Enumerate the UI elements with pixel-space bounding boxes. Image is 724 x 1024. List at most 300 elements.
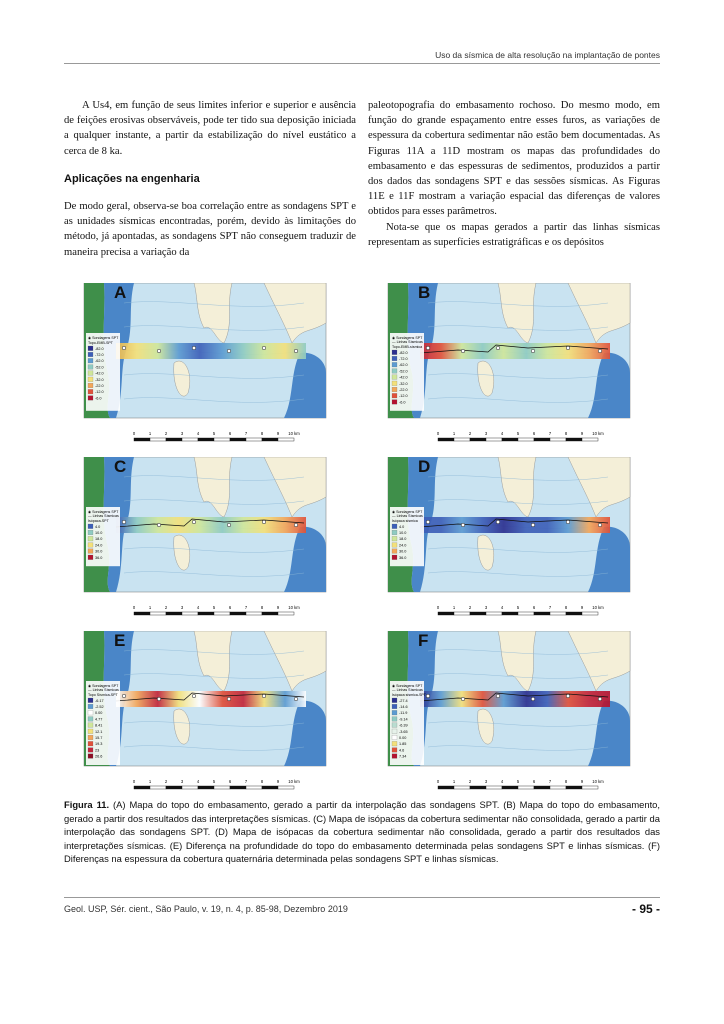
scale-bar-segment: [470, 438, 486, 441]
spt-borehole-marker: [157, 349, 161, 353]
scale-bar-segment: [438, 438, 454, 441]
scale-bar-segment: [518, 438, 534, 441]
scale-tick-label: 7: [548, 431, 552, 436]
legend-spt-label: ◉ Sondagens SPT: [88, 510, 119, 514]
spt-borehole-marker: [566, 520, 570, 524]
scale-tick-label: 2: [468, 431, 472, 436]
map-panel-f: [368, 631, 648, 799]
legend-value: 30.0: [95, 549, 103, 554]
legend-swatch: [88, 365, 93, 370]
map-e: [64, 631, 344, 799]
scale-tick-label: 4: [500, 779, 504, 784]
scale-tick-label: 4: [500, 605, 504, 610]
scale-tick-label: 6: [532, 431, 536, 436]
legend-swatch: [392, 723, 397, 728]
legend-value: 0.00: [95, 711, 103, 716]
scale-bar-segment: [262, 438, 278, 441]
legend-title: Topo-EMB-sísmica: [392, 345, 423, 349]
legend-value: -14.6: [399, 705, 408, 709]
scale-bar-segment: [518, 612, 534, 615]
spt-borehole-marker: [122, 520, 126, 524]
legend-value: -62.0: [399, 363, 408, 368]
spt-borehole-marker: [496, 346, 500, 350]
legend-value: -52.0: [399, 369, 408, 374]
legend-spt-label: ◉ Sondagens SPT: [88, 684, 119, 688]
legend-value: -9.14: [399, 717, 408, 722]
scale-tick-label: 2: [164, 779, 168, 784]
scale-tick-label: 2: [468, 779, 472, 784]
legend-title: Isópaca sísmica-SPT: [392, 693, 426, 697]
scale-bar-segment: [582, 438, 598, 441]
scale-tick-label: 1: [148, 779, 152, 784]
scale-tick-label: 1: [452, 431, 456, 436]
legend-swatch: [392, 387, 397, 392]
legend-value: 18.0: [95, 537, 103, 542]
legend-swatch: [88, 530, 93, 535]
legend-value: 1.85: [399, 742, 407, 747]
scale-bar-segment: [278, 612, 294, 615]
scale-bar-segment: [454, 786, 470, 789]
scale-bar-segment: [166, 786, 182, 789]
figure-caption: [64, 798, 660, 866]
legend-swatch: [392, 741, 397, 746]
legend-value: 10.0: [95, 531, 103, 535]
legend-value: 0.00: [399, 736, 407, 740]
legend-swatch: [88, 352, 93, 357]
scale-tick-label: 9: [580, 779, 584, 784]
spt-borehole-marker: [566, 694, 570, 698]
spt-borehole-marker: [598, 697, 602, 701]
interpolation-strip: [116, 343, 306, 359]
legend-value: 24.0: [399, 543, 407, 548]
legend-swatch: [392, 704, 397, 709]
scale-tick-label: 4: [196, 431, 200, 436]
scale-bar-segment: [534, 438, 550, 441]
scale-tick-label: 10 km: [592, 605, 604, 610]
scale-tick-label: 0: [132, 605, 136, 610]
scale-tick-label: 5: [516, 431, 520, 436]
legend-swatch: [392, 555, 397, 560]
legend-swatch: [88, 536, 93, 541]
panel-letter: B: [418, 283, 431, 302]
scale-tick-label: 6: [228, 431, 232, 436]
panel-letter: F: [418, 631, 429, 650]
legend-spt-label: ◉ Sondagens SPT: [392, 684, 423, 688]
footer-rule: [64, 897, 660, 898]
scale-tick-label: 7: [244, 605, 248, 610]
scale-bar-segment: [214, 438, 230, 441]
legend-value: 23: [95, 748, 100, 753]
legend-title: Topo-EMB-SPT: [88, 341, 113, 345]
paragraph: A Us4, em função de seus limites inferior e superior e ausência de feições erosivas observáveis, pode ter tido sua deposição iniciada a qualquer instante, a partir da estabilização do nível eustático a cerca de 8 ka.: [64, 100, 356, 157]
scale-bar-segment: [230, 438, 246, 441]
scale-tick-label: 1: [148, 605, 152, 610]
legend-swatch: [88, 704, 93, 709]
spt-borehole-marker: [496, 694, 500, 698]
scale-bar-segment: [502, 612, 518, 615]
legend-value: -12.0: [95, 390, 104, 395]
page-number: - 95 -: [631, 902, 660, 916]
legend-swatch: [392, 536, 397, 541]
legend-swatch: [88, 371, 93, 376]
spt-borehole-marker: [461, 349, 465, 353]
map-f: [368, 631, 648, 799]
spt-borehole-marker: [192, 520, 196, 524]
legend-swatch: [392, 350, 397, 355]
scale-bar-segment: [230, 612, 246, 615]
paragraph: Nota-se que os mapas gerados a partir das linhas sísmicas representam as superfícies estratigráficas e os depósitos: [368, 221, 660, 248]
legend-spt-label: ◉ Sondagens SPT: [392, 510, 423, 514]
scale-bar-segment: [246, 438, 262, 441]
legend-value: 24.0: [95, 543, 103, 548]
scale-bar-segment: [278, 438, 294, 441]
section-heading: Aplicações na engenharia: [64, 172, 200, 185]
spt-borehole-marker: [262, 694, 266, 698]
scale-tick-label: 1: [452, 779, 456, 784]
scale-tick-label: 10 km: [592, 431, 604, 436]
scale-bar-segment: [470, 786, 486, 789]
paragraph: De modo geral, observa-se boa correlação entre as sondagens SPT e as unidades sísmicas encontradas, porém, devido às limitações do método, já apontadas, as sondagens SPT não conseguem traduzir de maneira precisa a variação da: [64, 201, 356, 258]
scale-tick-label: 2: [468, 605, 472, 610]
spt-borehole-marker: [227, 349, 231, 353]
scale-tick-label: 6: [532, 779, 536, 784]
scale-tick-label: 0: [436, 605, 440, 610]
legend-swatch: [392, 524, 397, 529]
scale-tick-label: 8: [260, 779, 264, 784]
legend-swatch: [392, 375, 397, 380]
scale-bar-segment: [278, 786, 294, 789]
legend-value: -72.0: [399, 357, 408, 361]
legend-swatch: [392, 735, 397, 740]
scale-bar-segment: [246, 612, 262, 615]
legend-value: -6.17: [95, 698, 104, 703]
legend-value: -6.0: [95, 396, 102, 401]
spt-borehole-marker: [262, 520, 266, 524]
scale-bar-segment: [534, 612, 550, 615]
scale-tick-label: 6: [228, 779, 232, 784]
spt-borehole-marker: [426, 694, 430, 698]
legend-swatch: [88, 543, 93, 548]
scale-tick-label: 9: [580, 605, 584, 610]
right-column: [368, 98, 660, 250]
legend-value: -52.0: [95, 365, 104, 370]
legend-value: 10.0: [399, 531, 407, 535]
caption-label: Figura 11.: [64, 799, 110, 810]
legend-swatch: [88, 377, 93, 382]
scale-tick-label: 5: [212, 605, 216, 610]
legend-swatch: [88, 358, 93, 363]
legend-lines-label: — Linhas Sísmicas: [88, 688, 119, 692]
scale-bar-segment: [470, 612, 486, 615]
legend-value: 15.7: [95, 736, 103, 740]
panel-letter: E: [114, 631, 126, 650]
footer-citation: Geol. USP, Sér. cient., São Paulo, v. 19, n. 4, p. 85-98, Dezembro 2019: [64, 904, 348, 914]
scale-bar-segment: [150, 786, 166, 789]
scale-bar-segment: [550, 612, 566, 615]
map-a: [64, 283, 344, 451]
legend-value: 36.0: [95, 555, 103, 560]
legend-swatch: [88, 555, 93, 560]
spt-borehole-marker: [426, 346, 430, 350]
scale-tick-label: 7: [244, 779, 248, 784]
spt-borehole-marker: [598, 349, 602, 353]
scale-tick-label: 3: [484, 431, 488, 436]
legend-swatch: [392, 748, 397, 753]
legend-value: 18.0: [399, 537, 407, 542]
scale-tick-label: 3: [484, 779, 488, 784]
legend-spt-label: ◉ Sondagens SPT: [392, 336, 423, 340]
map-panel-c: [64, 457, 344, 625]
spt-borehole-marker: [262, 346, 266, 350]
scale-bar-segment: [182, 612, 198, 615]
header-rule: [64, 63, 660, 64]
legend-lines-label: — Linhas Sísmicas: [392, 688, 423, 692]
scale-tick-label: 2: [164, 431, 168, 436]
scale-tick-label: 9: [276, 605, 280, 610]
scale-tick-label: 3: [180, 431, 184, 436]
scale-bar-segment: [246, 786, 262, 789]
scale-bar-segment: [262, 612, 278, 615]
legend-title: Isópaca-SPT: [88, 519, 109, 523]
spt-borehole-marker: [461, 697, 465, 701]
scale-bar-segment: [198, 612, 214, 615]
scale-tick-label: 6: [228, 605, 232, 610]
scale-tick-label: 6: [532, 605, 536, 610]
scale-bar-segment: [566, 786, 582, 789]
scale-bar-segment: [550, 786, 566, 789]
legend-swatch: [392, 754, 397, 759]
spt-borehole-marker: [294, 349, 298, 353]
scale-tick-label: 3: [180, 605, 184, 610]
scale-bar-segment: [214, 786, 230, 789]
scale-bar-segment: [262, 786, 278, 789]
legend-swatch: [88, 346, 93, 351]
map-panel-e: [64, 631, 344, 799]
scale-bar-segment: [566, 438, 582, 441]
scale-tick-label: 10 km: [288, 605, 300, 610]
legend-value: 7.34: [399, 754, 407, 759]
scale-tick-label: 3: [484, 605, 488, 610]
panel-letter: A: [114, 283, 127, 302]
spt-borehole-marker: [122, 694, 126, 698]
map-b: [368, 283, 648, 451]
spt-borehole-marker: [122, 346, 126, 350]
scale-tick-label: 7: [548, 605, 552, 610]
scale-tick-label: 3: [180, 779, 184, 784]
legend-value: -82.0: [95, 346, 104, 351]
scale-bar-segment: [166, 438, 182, 441]
scale-tick-label: 7: [548, 779, 552, 784]
legend-swatch: [392, 393, 397, 398]
spt-borehole-marker: [294, 523, 298, 527]
scale-bar-segment: [150, 438, 166, 441]
legend-lines-label: — Linhas Sísmicas: [392, 340, 423, 344]
legend-value: 4.0: [95, 524, 101, 529]
legend-value: 19.3: [95, 742, 103, 747]
scale-bar-segment: [486, 612, 502, 615]
scale-tick-label: 8: [260, 605, 264, 610]
legend-swatch: [88, 741, 93, 746]
legend-swatch: [392, 362, 397, 367]
scale-tick-label: 8: [564, 779, 568, 784]
scale-tick-label: 8: [564, 605, 568, 610]
scale-bar-segment: [150, 612, 166, 615]
scale-bar-segment: [502, 438, 518, 441]
spt-borehole-marker: [598, 523, 602, 527]
scale-tick-label: 5: [516, 779, 520, 784]
legend-swatch: [392, 530, 397, 535]
legend-value: 30.0: [399, 549, 407, 554]
scale-bar-segment: [198, 786, 214, 789]
scale-bar-segment: [534, 786, 550, 789]
spt-borehole-marker: [496, 520, 500, 524]
legend-swatch: [392, 369, 397, 374]
legend-swatch: [88, 729, 93, 734]
scale-tick-label: 10 km: [288, 431, 300, 436]
legend-value: -2.52: [95, 705, 104, 709]
spt-borehole-marker: [227, 697, 231, 701]
map-c: [64, 457, 344, 625]
legend-swatch: [88, 754, 93, 759]
caption-text: (A) Mapa do topo do embasamento, gerado a partir da interpolação das sondagens SPT. (B) Mapa do topo do embasamento, gerado a partir dos resultados das interpretações sísmicas. (C) Mapa de isópacas da cobertura sedimentar não consolidada, gerado a partir da interpolação das sondagens SPT. (D) Mapa de isópacas da cobertura sedimentar não consolidada, gerado a partir dos resultados das interpretações sísmicas. (E) Diferença na profundidade do topo do embasamento determinada pelas sondagens SPT e linhas sísmicas. (F) Diferenças na espessura da cobertura quaternária determinada pelas sondagens SPT e linhas sísmicas.: [64, 799, 660, 865]
legend-value: -22.0: [95, 384, 104, 388]
scale-bar-segment: [134, 612, 150, 615]
legend-value: -72.0: [95, 353, 104, 357]
legend-value: 26.6: [95, 754, 103, 759]
spt-borehole-marker: [192, 346, 196, 350]
legend-title: Topo Sísmica-SPT: [88, 693, 118, 697]
legend-value: 12.1: [95, 729, 103, 734]
legend-value: -3.65: [399, 729, 408, 734]
scale-tick-label: 7: [244, 431, 248, 436]
legend-value: -32.0: [95, 377, 104, 382]
left-column: [64, 98, 356, 260]
spt-borehole-marker: [157, 523, 161, 527]
spt-borehole-marker: [426, 520, 430, 524]
legend-swatch: [88, 389, 93, 394]
scale-tick-label: 5: [212, 779, 216, 784]
legend-value: -42.0: [399, 375, 408, 380]
legend-value: 4.6: [399, 748, 405, 753]
scale-tick-label: 5: [212, 431, 216, 436]
legend-lines-label: — Linhas Sísmicas: [392, 514, 423, 518]
spt-borehole-marker: [294, 697, 298, 701]
legend-value: -82.0: [399, 350, 408, 355]
legend-value: 4.0: [399, 524, 405, 529]
scale-bar-segment: [182, 438, 198, 441]
paragraph: paleotopografia do embasamento rochoso. Do mesmo modo, em função do grande espaçamento entre esses furos, as variações de espessura da cobertura sedimentar não estão bem documentadas. As Figuras 11A a 11D mostram os mapas das profundidades do embasamento e das espessuras de sedimentos, produzidos a partir dos dados das sondagens SPT e das sessões sísmicas. As Figuras 11E e 11F mostram a variação espacial das diferenças de valores obtidos para esses parâmetros.: [368, 100, 660, 218]
scale-bar-segment: [454, 438, 470, 441]
legend-swatch: [88, 735, 93, 740]
map-panel-b: [368, 283, 648, 451]
spt-borehole-marker: [157, 697, 161, 701]
legend-swatch: [392, 549, 397, 554]
scale-tick-label: 8: [564, 431, 568, 436]
spt-borehole-marker: [227, 523, 231, 527]
map-panel-d: [368, 457, 648, 625]
scale-bar-segment: [566, 612, 582, 615]
legend-swatch: [392, 381, 397, 386]
legend-swatch: [88, 698, 93, 703]
scale-tick-label: 0: [436, 779, 440, 784]
scale-tick-label: 0: [436, 431, 440, 436]
legend-value: -12.0: [399, 394, 408, 399]
legend-title: Isópaca sísmica: [392, 519, 418, 523]
legend-value: -6.0: [399, 400, 406, 405]
legend-lines-label: — Linhas Sísmicas: [88, 514, 119, 518]
scale-tick-label: 1: [452, 605, 456, 610]
legend-swatch: [392, 717, 397, 722]
spt-borehole-marker: [566, 346, 570, 350]
legend-value: -62.0: [95, 359, 104, 364]
legend-swatch: [88, 396, 93, 401]
scale-tick-label: 5: [516, 605, 520, 610]
scale-bar-segment: [486, 786, 502, 789]
spt-borehole-marker: [531, 349, 535, 353]
legend-value: 36.0: [399, 555, 407, 560]
scale-tick-label: 9: [276, 431, 280, 436]
scale-bar-segment: [166, 612, 182, 615]
legend-swatch: [392, 356, 397, 361]
legend-swatch: [88, 383, 93, 388]
spt-borehole-marker: [531, 523, 535, 527]
figure-11: [64, 283, 660, 795]
scale-tick-label: 4: [500, 431, 504, 436]
scale-bar-segment: [518, 786, 534, 789]
legend-swatch: [88, 748, 93, 753]
scale-tick-label: 2: [164, 605, 168, 610]
scale-bar-segment: [582, 612, 598, 615]
scale-bar-segment: [230, 786, 246, 789]
legend-spt-label: ◉ Sondagens SPT: [88, 336, 119, 340]
legend-swatch: [88, 717, 93, 722]
running-header: Uso da sísmica de alta resolução na implantação de pontes: [435, 50, 660, 60]
legend-swatch: [392, 710, 397, 715]
legend-value: 8.41: [95, 723, 103, 728]
map-d: [368, 457, 648, 625]
scale-bar-segment: [438, 786, 454, 789]
legend-value: -27.4: [399, 698, 408, 703]
legend-swatch: [88, 723, 93, 728]
scale-tick-label: 8: [260, 431, 264, 436]
legend-value: -22.0: [399, 388, 408, 392]
legend-swatch: [392, 400, 397, 405]
scale-tick-label: 0: [132, 779, 136, 784]
scale-tick-label: 10 km: [288, 779, 300, 784]
scale-bar-segment: [198, 438, 214, 441]
spt-borehole-marker: [531, 697, 535, 701]
scale-bar-segment: [134, 786, 150, 789]
legend-value: -6.39: [399, 723, 408, 728]
scale-bar-segment: [134, 438, 150, 441]
scale-bar-segment: [182, 786, 198, 789]
scale-tick-label: 4: [196, 605, 200, 610]
spt-borehole-marker: [461, 523, 465, 527]
legend-value: -42.0: [95, 371, 104, 376]
scale-bar-segment: [454, 612, 470, 615]
spt-borehole-marker: [192, 694, 196, 698]
legend-swatch: [392, 698, 397, 703]
legend-value: 4.77: [95, 717, 103, 722]
legend-swatch: [88, 710, 93, 715]
scale-bar-segment: [438, 612, 454, 615]
scale-tick-label: 1: [148, 431, 152, 436]
scale-tick-label: 0: [132, 431, 136, 436]
legend-swatch: [88, 524, 93, 529]
legend-swatch: [392, 543, 397, 548]
scale-tick-label: 4: [196, 779, 200, 784]
legend-value: -32.0: [399, 381, 408, 386]
